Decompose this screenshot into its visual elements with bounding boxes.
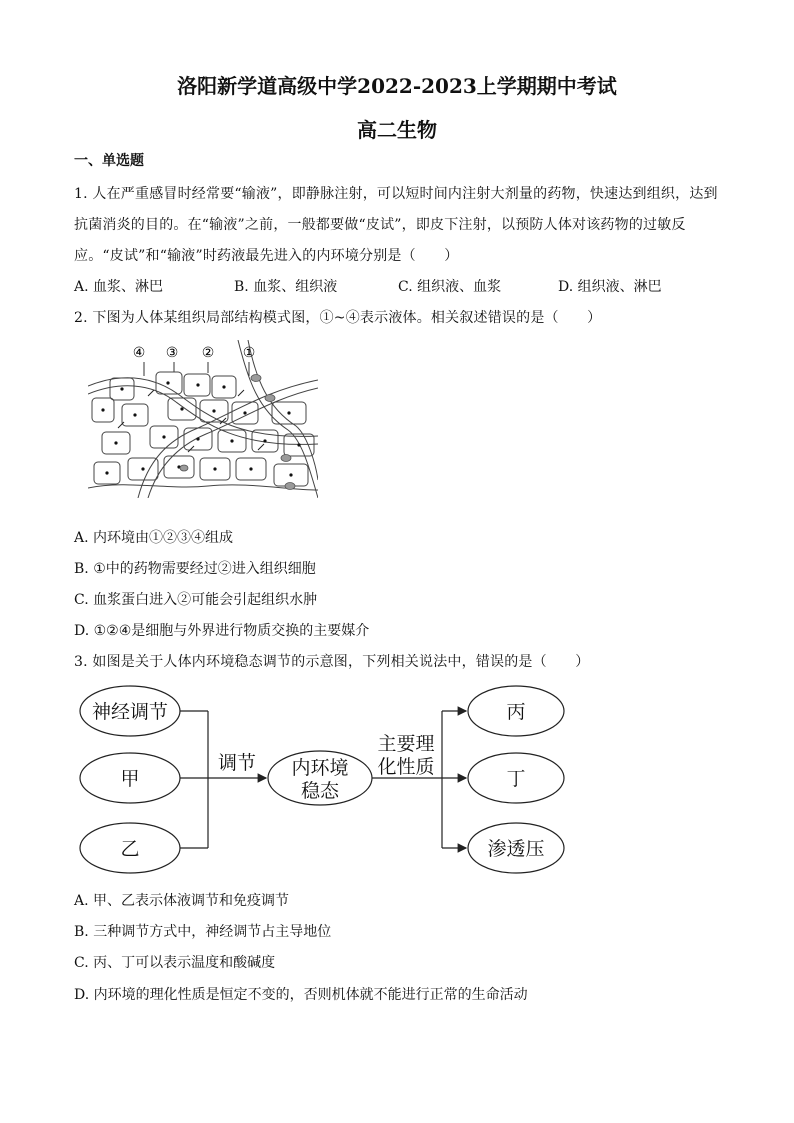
q2-stem: 2. 下图为人体某组织局部结构模式图，①~④表示液体。相关叙述错误的是（ ） bbox=[74, 310, 602, 326]
q1-option-b: B. 血浆、组织液 bbox=[234, 279, 338, 295]
tissue-label-4: ④ bbox=[132, 345, 146, 361]
q3-stem: 3. 如图是关于人体内环境稳态调节的示意图，下列相关说法中，错误的是（ ） bbox=[74, 654, 590, 670]
q1-line-2: 抗菌消炎的目的。在“输液”之前，一般都要做“皮试”，即皮下注射，以预防人体对该药物的过敏反 bbox=[74, 217, 686, 233]
label-main-properties-2: 化性质 bbox=[377, 756, 435, 778]
q3-option-a: A. 甲、乙表示体液调节和免疫调节 bbox=[74, 893, 290, 909]
q2-option-b: B. ①中的药物需要经过②进入组织细胞 bbox=[74, 561, 316, 577]
label-regulation-arrow: 调节 bbox=[217, 752, 257, 774]
homeostasis-diagram bbox=[70, 678, 580, 878]
label-osmotic-pressure: 渗透压 bbox=[487, 838, 545, 860]
label-neural-regulation: 神经调节 bbox=[91, 701, 169, 723]
label-jia: 甲 bbox=[120, 768, 140, 790]
tissue-label-1: ① bbox=[242, 345, 256, 361]
label-homeostasis-2: 稳态 bbox=[300, 780, 340, 802]
q3-option-c: C. 丙、丁可以表示温度和酸碱度 bbox=[74, 955, 276, 971]
q1-line-1: 1. 人在严重感冒时经常要“输液”，即静脉注射，可以短时间内注射大剂量的药物，快速达到组织，达到 bbox=[74, 186, 718, 202]
q2-option-a: A. 内环境由①②③④组成 bbox=[74, 530, 234, 546]
q2-option-c: C. 血浆蛋白进入②可能会引起组织水肿 bbox=[74, 592, 318, 608]
label-ding: 丁 bbox=[506, 768, 526, 790]
page-title: 洛阳新学道高级中学2022-2023上学期期中考试 bbox=[177, 74, 617, 98]
label-homeostasis-1: 内环境 bbox=[291, 757, 349, 779]
page-subtitle: 高二生物 bbox=[357, 118, 437, 142]
q1-line-3: 应。“皮试”和“输液”时药液最先进入的内环境分别是（ ） bbox=[74, 248, 459, 264]
label-main-properties-1: 主要理 bbox=[377, 733, 435, 755]
q1-option-c: C. 组织液、血浆 bbox=[398, 279, 502, 295]
q3-option-d: D. 内环境的理化性质是恒定不变的，否则机体就不能进行正常的生命活动 bbox=[74, 987, 528, 1003]
section-heading: 一、单选题 bbox=[74, 153, 144, 169]
label-bing: 丙 bbox=[506, 701, 526, 723]
q1-option-a: A. 血浆、淋巴 bbox=[74, 279, 164, 295]
tissue-label-3: ③ bbox=[165, 345, 179, 361]
q3-option-b: B. 三种调节方式中，神经调节占主导地位 bbox=[74, 924, 332, 940]
tissue-label-2: ② bbox=[201, 345, 215, 361]
q1-option-d: D. 组织液、淋巴 bbox=[558, 279, 662, 295]
tissue-structure-diagram bbox=[88, 340, 318, 498]
q2-option-d: D. ①②④是细胞与外界进行物质交换的主要媒介 bbox=[74, 623, 370, 639]
label-yi: 乙 bbox=[120, 838, 140, 860]
